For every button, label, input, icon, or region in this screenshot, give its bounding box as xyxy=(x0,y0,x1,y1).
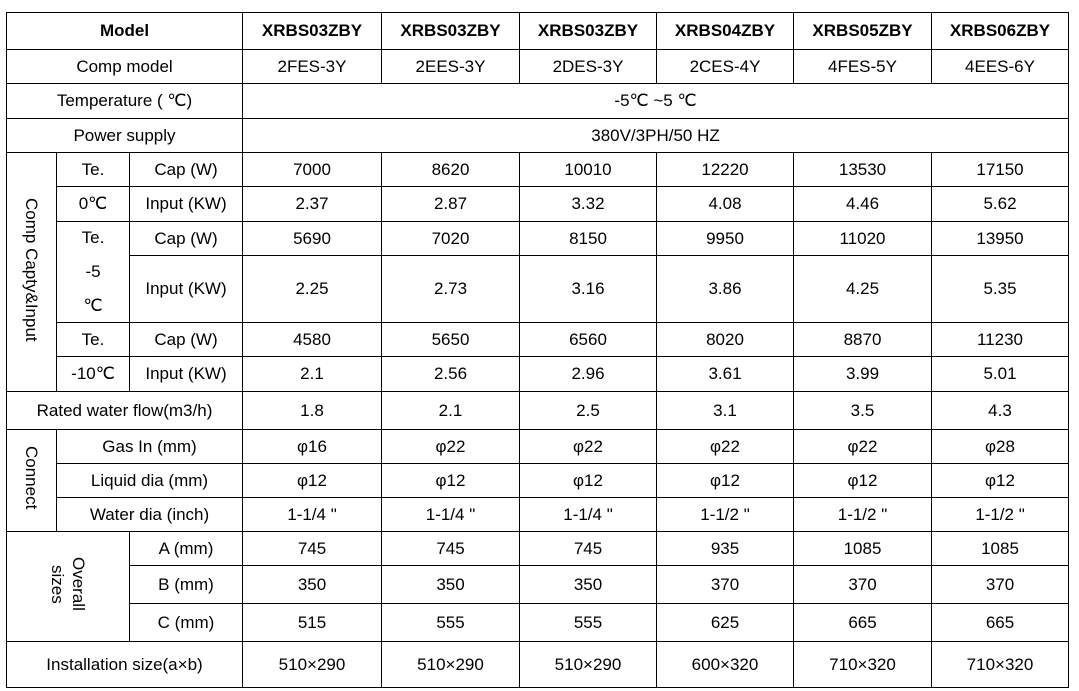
row-power-supply xyxy=(7,119,1069,153)
water-dia-cell: 1-1/4 " xyxy=(243,498,382,532)
te0-label-line1: Te. xyxy=(57,153,130,187)
water-dia-cell: 1-1/4 " xyxy=(520,498,657,532)
row-water-dia xyxy=(7,498,1069,532)
liquid-cell: φ12 xyxy=(657,464,794,498)
b-cell: 350 xyxy=(520,566,657,604)
connect-label: Connect xyxy=(22,446,41,510)
te0-input-cell: 4.46 xyxy=(794,187,932,222)
te-minus10-label-line1: Te. xyxy=(57,323,130,357)
water-dia-cell: 1-1/2 " xyxy=(657,498,794,532)
a-cell: 935 xyxy=(657,532,794,566)
te-minus10-cap-cell: 11230 xyxy=(932,323,1069,357)
row-te-minus10-cap xyxy=(7,323,1069,357)
te-minus5-label-line2: -5 xyxy=(85,262,101,281)
te0-cap-cell: 13530 xyxy=(794,153,932,187)
water-flow-cell: 2.1 xyxy=(382,392,520,430)
temperature-label: Temperature ( ℃) xyxy=(7,84,243,119)
row-te-minus5-input xyxy=(7,256,1069,323)
te0-label-line2: 0℃ xyxy=(57,187,130,222)
model-cell: XRBS06ZBY xyxy=(932,13,1069,50)
te-minus5-label-cell xyxy=(57,222,130,323)
te-minus5-input-cell: 3.16 xyxy=(520,256,657,323)
te-minus10-input-label: Input (KW) xyxy=(130,357,243,392)
te0-cap-cell: 12220 xyxy=(657,153,794,187)
row-temperature xyxy=(7,84,1069,119)
water-flow-label: Rated water flow(m3/h) xyxy=(7,392,243,430)
te-minus5-cap-cell: 7020 xyxy=(382,222,520,256)
te-minus5-input-cell: 2.73 xyxy=(382,256,520,323)
te0-input-cell: 2.87 xyxy=(382,187,520,222)
c-cell: 625 xyxy=(657,604,794,642)
te-minus5-input-label: Input (KW) xyxy=(130,256,243,323)
row-te-minus10-input xyxy=(7,357,1069,392)
install-cell: 710×320 xyxy=(932,642,1069,688)
sizes-label: sizes xyxy=(48,564,67,604)
te-minus10-input-cell: 3.99 xyxy=(794,357,932,392)
model-label: Model xyxy=(7,13,243,50)
te-minus5-input-cell: 5.35 xyxy=(932,256,1069,323)
te0-input-cell: 4.08 xyxy=(657,187,794,222)
a-label: A (mm) xyxy=(130,532,243,566)
power-label: Power supply xyxy=(7,119,243,153)
te-minus10-cap-cell: 5650 xyxy=(382,323,520,357)
comp-model-cell: 4EES-6Y xyxy=(932,50,1069,84)
model-cell: XRBS04ZBY xyxy=(657,13,794,50)
comp-model-cell: 2CES-4Y xyxy=(657,50,794,84)
te-minus5-cap-cell: 8150 xyxy=(520,222,657,256)
comp-model-cell: 2EES-3Y xyxy=(382,50,520,84)
model-cell: XRBS05ZBY xyxy=(794,13,932,50)
te-minus5-cap-cell: 9950 xyxy=(657,222,794,256)
c-label: C (mm) xyxy=(130,604,243,642)
a-cell: 745 xyxy=(243,532,382,566)
overall-sizes-label-cell xyxy=(7,532,130,642)
te0-cap-cell: 17150 xyxy=(932,153,1069,187)
comp-model-label: Comp model xyxy=(7,50,243,84)
te-minus5-label-line1: Te. xyxy=(81,228,105,247)
water-dia-cell: 1-1/4 " xyxy=(382,498,520,532)
row-installation-size xyxy=(7,642,1069,688)
c-cell: 665 xyxy=(794,604,932,642)
liquid-cell: φ12 xyxy=(243,464,382,498)
model-cell: XRBS03ZBY xyxy=(520,13,657,50)
gas-cell: φ22 xyxy=(520,430,657,464)
water-dia-cell: 1-1/2 " xyxy=(794,498,932,532)
row-water-flow xyxy=(7,392,1069,430)
te-minus5-cap-cell: 13950 xyxy=(932,222,1069,256)
te-minus10-input-cell: 2.1 xyxy=(243,357,382,392)
a-cell: 745 xyxy=(520,532,657,566)
liquid-cell: φ12 xyxy=(932,464,1069,498)
c-cell: 665 xyxy=(932,604,1069,642)
te-minus10-input-cell: 2.56 xyxy=(382,357,520,392)
te-minus5-input-cell: 4.25 xyxy=(794,256,932,323)
b-cell: 350 xyxy=(382,566,520,604)
water-flow-cell: 3.1 xyxy=(657,392,794,430)
model-cell: XRBS03ZBY xyxy=(243,13,382,50)
comp-capty-label-cell xyxy=(7,153,57,392)
spec-table xyxy=(6,12,1069,688)
power-value: 380V/3PH/50 HZ xyxy=(243,119,1069,153)
liquid-cell: φ12 xyxy=(382,464,520,498)
gas-cell: φ22 xyxy=(794,430,932,464)
water-dia-cell: 1-1/2 " xyxy=(932,498,1069,532)
c-cell: 555 xyxy=(382,604,520,642)
te0-input-label: Input (KW) xyxy=(130,187,243,222)
te-minus10-input-cell: 5.01 xyxy=(932,357,1069,392)
c-cell: 515 xyxy=(243,604,382,642)
te-minus5-cap-label: Cap (W) xyxy=(130,222,243,256)
install-label: Installation size(a×b) xyxy=(7,642,243,688)
liquid-label: Liquid dia (mm) xyxy=(57,464,243,498)
row-comp-model xyxy=(7,50,1069,84)
gas-cell: φ28 xyxy=(932,430,1069,464)
water-flow-cell: 1.8 xyxy=(243,392,382,430)
a-cell: 745 xyxy=(382,532,520,566)
c-cell: 555 xyxy=(520,604,657,642)
b-cell: 350 xyxy=(243,566,382,604)
install-cell: 510×290 xyxy=(520,642,657,688)
te-minus10-cap-cell: 4580 xyxy=(243,323,382,357)
comp-capty-label: Comp Capty&Input xyxy=(22,197,41,342)
te-minus10-cap-cell: 6560 xyxy=(520,323,657,357)
te-minus10-input-cell: 2.96 xyxy=(520,357,657,392)
te-minus5-cap-cell: 11020 xyxy=(794,222,932,256)
b-cell: 370 xyxy=(657,566,794,604)
comp-model-cell: 4FES-5Y xyxy=(794,50,932,84)
install-cell: 510×290 xyxy=(382,642,520,688)
row-te0-cap xyxy=(7,153,1069,187)
a-cell: 1085 xyxy=(932,532,1069,566)
gas-cell: φ22 xyxy=(657,430,794,464)
comp-model-cell: 2DES-3Y xyxy=(520,50,657,84)
row-gas-in xyxy=(7,430,1069,464)
te-minus10-label-line2: -10℃ xyxy=(57,357,130,392)
te-minus5-input-cell: 2.25 xyxy=(243,256,382,323)
water-dia-label: Water dia (inch) xyxy=(57,498,243,532)
te-minus5-input-cell: 3.86 xyxy=(657,256,794,323)
temperature-value: -5℃ ~5 ℃ xyxy=(243,84,1069,119)
water-flow-cell: 4.3 xyxy=(932,392,1069,430)
row-liquid-dia xyxy=(7,464,1069,498)
a-cell: 1085 xyxy=(794,532,932,566)
gas-cell: φ16 xyxy=(243,430,382,464)
te0-cap-cell: 7000 xyxy=(243,153,382,187)
row-size-a xyxy=(7,532,1069,566)
b-label: B (mm) xyxy=(130,566,243,604)
te0-cap-cell: 10010 xyxy=(520,153,657,187)
te0-input-cell: 2.37 xyxy=(243,187,382,222)
row-size-c xyxy=(7,604,1069,642)
gas-label: Gas In (mm) xyxy=(57,430,243,464)
connect-label-cell xyxy=(7,430,57,532)
b-cell: 370 xyxy=(932,566,1069,604)
row-te-minus5-cap xyxy=(7,222,1069,256)
b-cell: 370 xyxy=(794,566,932,604)
row-model xyxy=(7,13,1069,50)
install-cell: 510×290 xyxy=(243,642,382,688)
row-size-b xyxy=(7,566,1069,604)
te0-input-cell: 5.62 xyxy=(932,187,1069,222)
liquid-cell: φ12 xyxy=(520,464,657,498)
comp-model-cell: 2FES-3Y xyxy=(243,50,382,84)
te0-input-cell: 3.32 xyxy=(520,187,657,222)
gas-cell: φ22 xyxy=(382,430,520,464)
install-cell: 600×320 xyxy=(657,642,794,688)
te0-cap-cell: 8620 xyxy=(382,153,520,187)
install-cell: 710×320 xyxy=(794,642,932,688)
liquid-cell: φ12 xyxy=(794,464,932,498)
water-flow-cell: 3.5 xyxy=(794,392,932,430)
te-minus10-cap-cell: 8870 xyxy=(794,323,932,357)
te-minus5-label-line3: ℃ xyxy=(83,296,103,315)
water-flow-cell: 2.5 xyxy=(520,392,657,430)
te0-cap-label: Cap (W) xyxy=(130,153,243,187)
te-minus10-cap-cell: 8020 xyxy=(657,323,794,357)
te-minus10-cap-label: Cap (W) xyxy=(130,323,243,357)
te-minus10-input-cell: 3.61 xyxy=(657,357,794,392)
row-te0-input xyxy=(7,187,1069,222)
overall-label: Overall xyxy=(69,557,88,611)
te-minus5-cap-cell: 5690 xyxy=(243,222,382,256)
model-cell: XRBS03ZBY xyxy=(382,13,520,50)
